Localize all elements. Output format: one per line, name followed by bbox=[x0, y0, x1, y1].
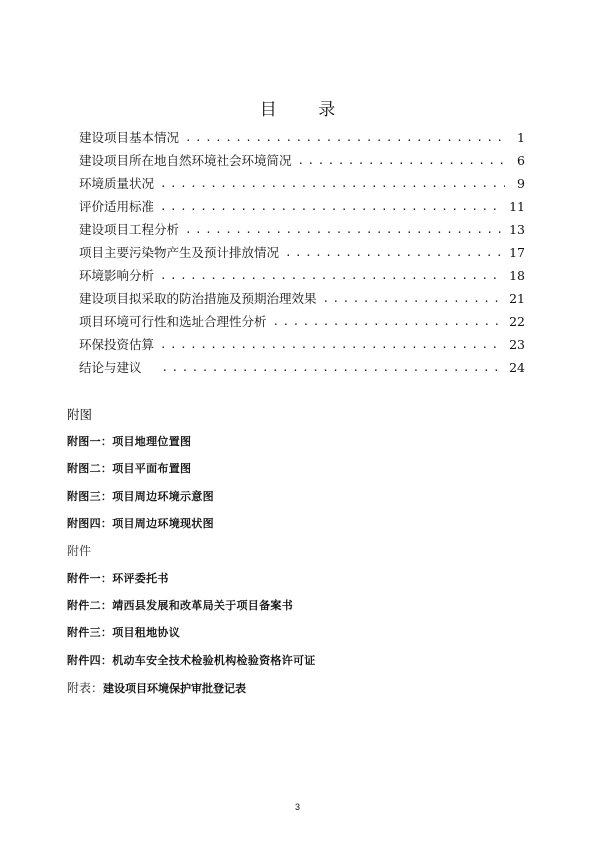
toc-leader-dots bbox=[185, 126, 505, 149]
toc-leader-dots bbox=[160, 172, 505, 195]
attachment-item: 附件三：项目租地协议 bbox=[67, 626, 180, 639]
toc-entry-page: 11 bbox=[509, 199, 525, 214]
toc-entry-title: 项目环境可行性和选址合理性分析 bbox=[79, 314, 267, 329]
attachments-heading: 附件 bbox=[67, 544, 92, 558]
figure-item: 附图四：项目周边环境现状图 bbox=[67, 517, 214, 530]
toc-entry-page: 6 bbox=[517, 153, 525, 168]
page-title: 目 录 bbox=[259, 100, 354, 120]
figure-item: 附图三：项目周边环境示意图 bbox=[67, 490, 214, 503]
toc-entry[interactable] bbox=[79, 310, 525, 333]
toc-leader-dots bbox=[323, 287, 504, 310]
attachment-item: 附件一：环评委托书 bbox=[67, 572, 169, 585]
toc-entry-page: 17 bbox=[509, 245, 525, 260]
toc-entry[interactable] bbox=[79, 333, 525, 356]
toc-entry-page: 22 bbox=[509, 314, 525, 329]
toc-entry-page: 1 bbox=[517, 130, 525, 145]
toc-leader-dots bbox=[273, 310, 504, 333]
toc-entry-title: 环境影响分析 bbox=[79, 268, 155, 283]
toc-leader-dots bbox=[298, 149, 505, 172]
attachment-item: 附件四：机动车安全技术检验机构检验资格许可证 bbox=[67, 654, 316, 667]
toc-entry-title: 建设项目工程分析 bbox=[79, 222, 180, 237]
appendix-table-prefix: 附表： bbox=[67, 681, 104, 695]
toc-entry-title: 建设项目拟采取的防治措施及预期治理效果 bbox=[79, 291, 317, 306]
toc-leader-dots bbox=[162, 356, 504, 379]
toc-entry-title: 建设项目基本情况 bbox=[79, 130, 180, 145]
toc-entry[interactable] bbox=[79, 264, 525, 287]
toc-leader-dots bbox=[185, 218, 503, 241]
figure-item: 附图二：项目平面布置图 bbox=[67, 462, 192, 475]
figures-heading: 附图 bbox=[67, 407, 93, 422]
toc-entry-title: 评价适用标准 bbox=[79, 199, 155, 214]
page-number: 3 bbox=[294, 802, 300, 812]
toc-leader-dots bbox=[160, 333, 503, 356]
toc-entry-title: 环保投资估算 bbox=[79, 337, 155, 352]
toc-entry-page: 24 bbox=[509, 360, 525, 375]
toc-leader-dots bbox=[285, 241, 503, 264]
toc-entry-title: 环境质量状况 bbox=[79, 176, 155, 191]
toc-leader-dots bbox=[160, 264, 503, 287]
table-of-contents bbox=[79, 126, 525, 379]
appendix-table-title: 建设项目环境保护审批登记表 bbox=[103, 682, 247, 695]
appendix-table-item bbox=[67, 679, 547, 696]
toc-entry[interactable] bbox=[79, 356, 525, 379]
toc-entry-title: 结论与建议 bbox=[79, 360, 142, 375]
toc-entry[interactable] bbox=[79, 287, 525, 310]
toc-entry[interactable] bbox=[79, 241, 525, 264]
toc-entry[interactable] bbox=[79, 126, 525, 149]
figure-item: 附图一：项目地理位置图 bbox=[67, 435, 192, 448]
toc-entry[interactable] bbox=[79, 149, 525, 172]
toc-entry-page: 13 bbox=[509, 222, 525, 237]
attachment-item: 附件二：靖西县发展和改革局关于项目备案书 bbox=[67, 599, 293, 612]
toc-entry[interactable] bbox=[79, 195, 525, 218]
toc-entry[interactable] bbox=[79, 218, 525, 241]
toc-entry-page: 21 bbox=[509, 291, 525, 306]
toc-entry-title: 建设项目所在地自然环境社会环境简况 bbox=[79, 153, 292, 168]
toc-leader-dots bbox=[160, 195, 503, 218]
toc-entry-page: 23 bbox=[509, 337, 525, 352]
toc-entry-title: 项目主要污染物产生及预计排放情况 bbox=[79, 245, 280, 260]
toc-entry[interactable] bbox=[79, 172, 525, 195]
toc-entry-page: 9 bbox=[517, 176, 525, 191]
toc-entry-page: 18 bbox=[509, 268, 525, 283]
